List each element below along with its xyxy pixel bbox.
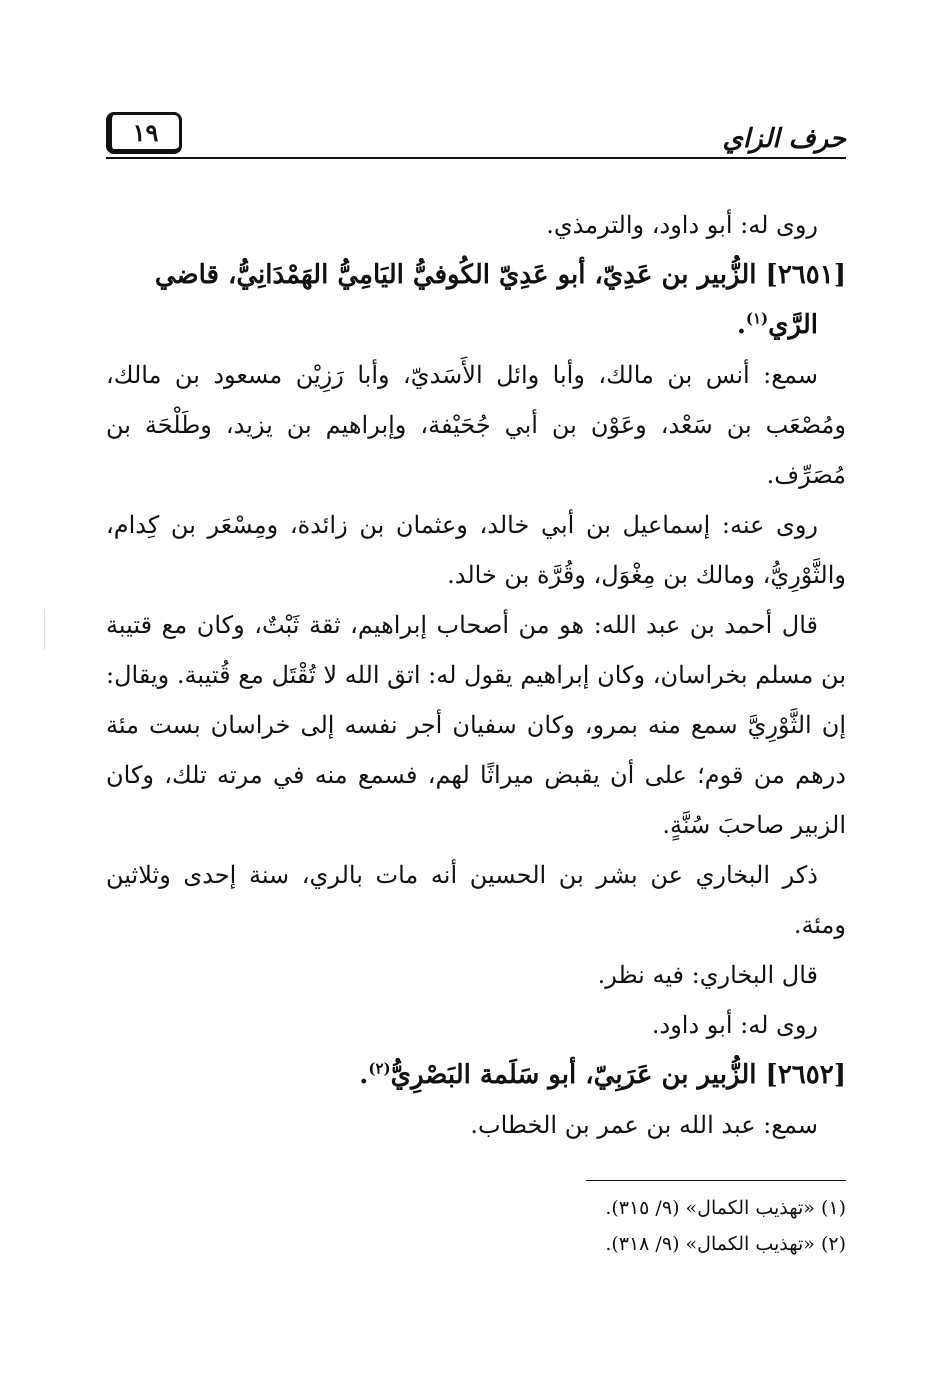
- page-number-box: [106, 112, 182, 154]
- footnote-rule: [586, 1180, 846, 1181]
- entry-heading-text-cont: الرَّي: [768, 310, 818, 340]
- paragraph-heard-from-2: سمع: عبد الله بن عمر بن الخطاب.: [470, 1111, 818, 1139]
- entry-heading-text: [٢٦٥١] الزُّبير بن عَدِيّ، أبو عَدِيّ الكُوفيُّ اليَامِيُّ الهَمْدَانِيُّ، قاضي: [154, 260, 846, 290]
- running-head: حرف الزاي: [722, 124, 846, 154]
- margin-mark: [44, 610, 45, 650]
- entry-heading-2652: [106, 1050, 846, 1100]
- paragraph-bukhari-mentioned: ذكر البخاري عن بشر بن الحسين أنه مات بالري، سنة إحدى وثلاثين ومئة.: [106, 861, 846, 939]
- footnote-1: (١) «تهذيب الكمال» (٩/ ٣١٥).: [605, 1197, 846, 1219]
- body-text: [106, 200, 846, 1150]
- entry-heading-2651: [106, 250, 846, 300]
- footnote-ref-1[interactable]: (١): [745, 309, 769, 328]
- paragraph-narrated-from-him: روى عنه: إسماعيل بن أبي خالد، وعثمان بن زائدة، ومِسْعَر بن كِدام، والثَّوْرِيُّ، ومالك بن مِغْوَل، وقُرَّة بن خالد.: [106, 511, 846, 589]
- paragraph-narrators-2: روى له: أبو داود.: [651, 1011, 818, 1039]
- entry-heading-2652-text: [٢٦٥٢] الزُّبير بن عَرَبِيّ، أبو سَلَمة البَصْرِيُّ: [390, 1060, 846, 1090]
- footnote-ref-2[interactable]: (٢): [368, 1059, 391, 1078]
- page-number: ١٩: [132, 117, 159, 147]
- entry-heading-2651-cont: [106, 300, 846, 350]
- paragraph-narrators-1: روى له: أبو داود، والترمذي.: [546, 211, 818, 239]
- header-rule: [106, 157, 846, 159]
- entry-heading-2652-period: .: [359, 1060, 369, 1090]
- paragraph-ahmad-said: قال أحمد بن عبد الله: هو من أصحاب إبراهيم، ثقة ثَبْتٌ، وكان مع قتيبة بن مسلم بخراسان، وكان إبراهيم يقول له: اتق الله لا تُقْتَل مع قُتيبة. ويقال: إن الثَّوْرِيَّ سمع منه بمرو، وكان سفيان أجر نفسه إلى خراسان بست مئة درهم من قوم؛ على أن يقبض ميراثًا لهم، فسمع منه في مرته تلك، وكان الزبير صاحبَ سُنَّةٍ.: [106, 611, 846, 839]
- paragraph-bukhari-said: قال البخاري: فيه نظر.: [597, 961, 818, 989]
- paragraph-heard-from: سمع: أنس بن مالك، وأبا وائل الأَسَديّ، وأبا رَزِيْن مسعود بن مالك، ومُصْعَب بن سَعْد، وعَوْن بن أبي جُحَيْفة، وإبراهيم بن يزيد، وطَلْحَة بن مُصَرِّف.: [106, 361, 846, 489]
- footnotes: [426, 1190, 846, 1262]
- entry-heading-period: .: [736, 310, 746, 340]
- footnote-2: (٢) «تهذيب الكمال» (٩/ ٣١٨).: [605, 1233, 846, 1255]
